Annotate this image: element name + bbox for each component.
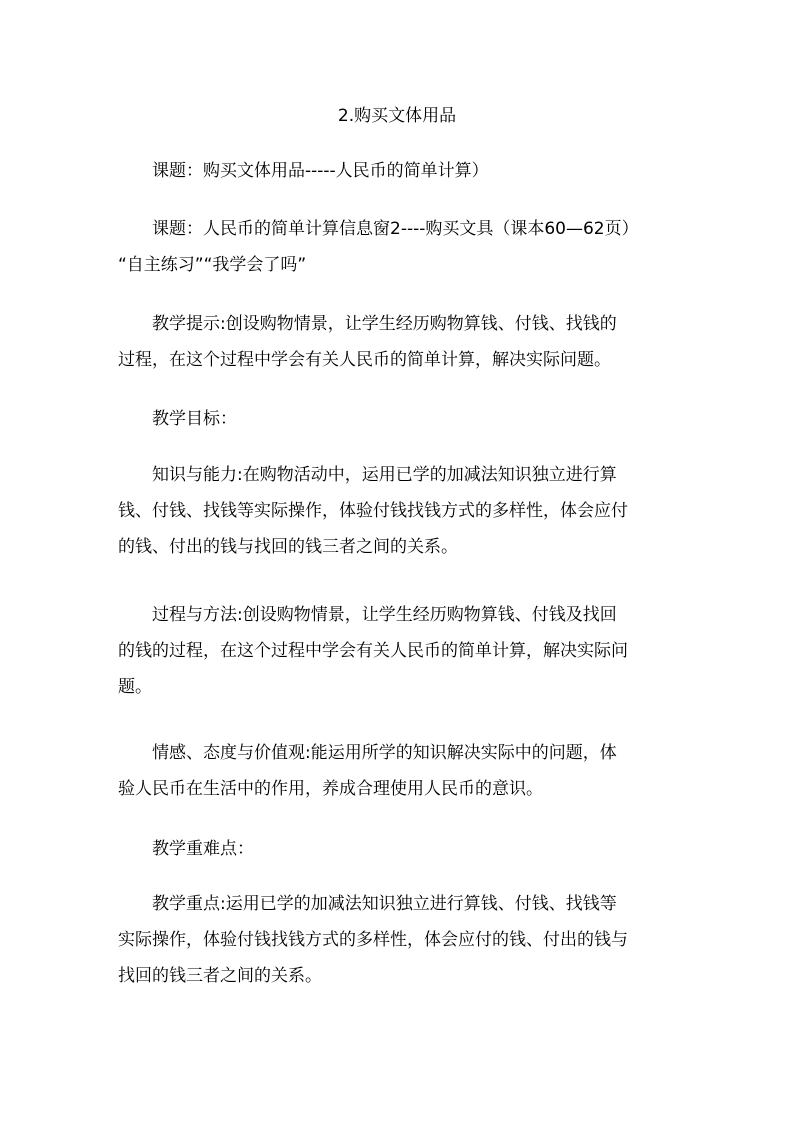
paragraph-teaching-tips	[118, 306, 684, 378]
paragraph-teaching-goals-heading	[118, 401, 684, 437]
paragraph-line: 课题：购买文体用品-----人民币的简单计算）	[152, 161, 489, 181]
paragraph-line: 过程，在这个过程中学会有关人民币的简单计算，解决实际问题。	[118, 350, 611, 370]
paragraph-line: 课题：人民币的简单计算信息窗2----购买文具（课本60—62页）	[152, 219, 639, 239]
paragraph-key-difficulties-heading	[118, 831, 684, 867]
paragraph-line: “自主练习”“我学会了吗”	[118, 255, 307, 275]
paragraph-line: 找回的钱三者之间的关系。	[118, 966, 322, 986]
paragraph-process-method	[118, 597, 684, 705]
document-title: 2.购买文体用品	[337, 106, 457, 126]
paragraph-lesson-topic	[118, 153, 684, 189]
paragraph-line: 验人民币在生活中的作用，养成合理使用人民币的意识。	[118, 779, 543, 799]
paragraph-line: 实际操作，体验付钱找钱方式的多样性，体会应付的钱、付出的钱与	[118, 930, 628, 950]
paragraph-knowledge-ability	[118, 457, 684, 565]
paragraph-line: 情感、态度与价值观:能运用所学的知识解决实际中的问题，体	[152, 743, 617, 763]
paragraph-line: 教学重难点：	[152, 839, 254, 859]
paragraph-line: 过程与方法:创设购物情景，让学生经历购物算钱、付钱及找回	[152, 605, 617, 625]
paragraph-line: 教学提示:创设购物情景，让学生经历购物算钱、付钱、找钱的	[152, 314, 617, 334]
paragraph-line: 钱、付钱、找钱等实际操作，体验付钱找钱方式的多样性，体会应付	[118, 501, 628, 521]
paragraph-line: 的钱、付出的钱与找回的钱三者之间的关系。	[118, 537, 458, 557]
paragraph-lesson-topic-detail	[118, 211, 684, 283]
paragraph-line: 知识与能力:在购物活动中，运用已学的加减法知识独立进行算	[152, 465, 617, 485]
paragraph-line: 的钱的过程，在这个过程中学会有关人民币的简单计算，解决实际问	[118, 641, 628, 661]
paragraph-teaching-focus	[118, 886, 684, 994]
paragraph-emotion-values	[118, 735, 684, 807]
paragraph-line: 教学重点:运用已学的加减法知识独立进行算钱、付钱、找钱等	[152, 894, 617, 914]
paragraph-line: 题。	[118, 677, 152, 697]
paragraph-line: 教学目标：	[152, 409, 237, 429]
